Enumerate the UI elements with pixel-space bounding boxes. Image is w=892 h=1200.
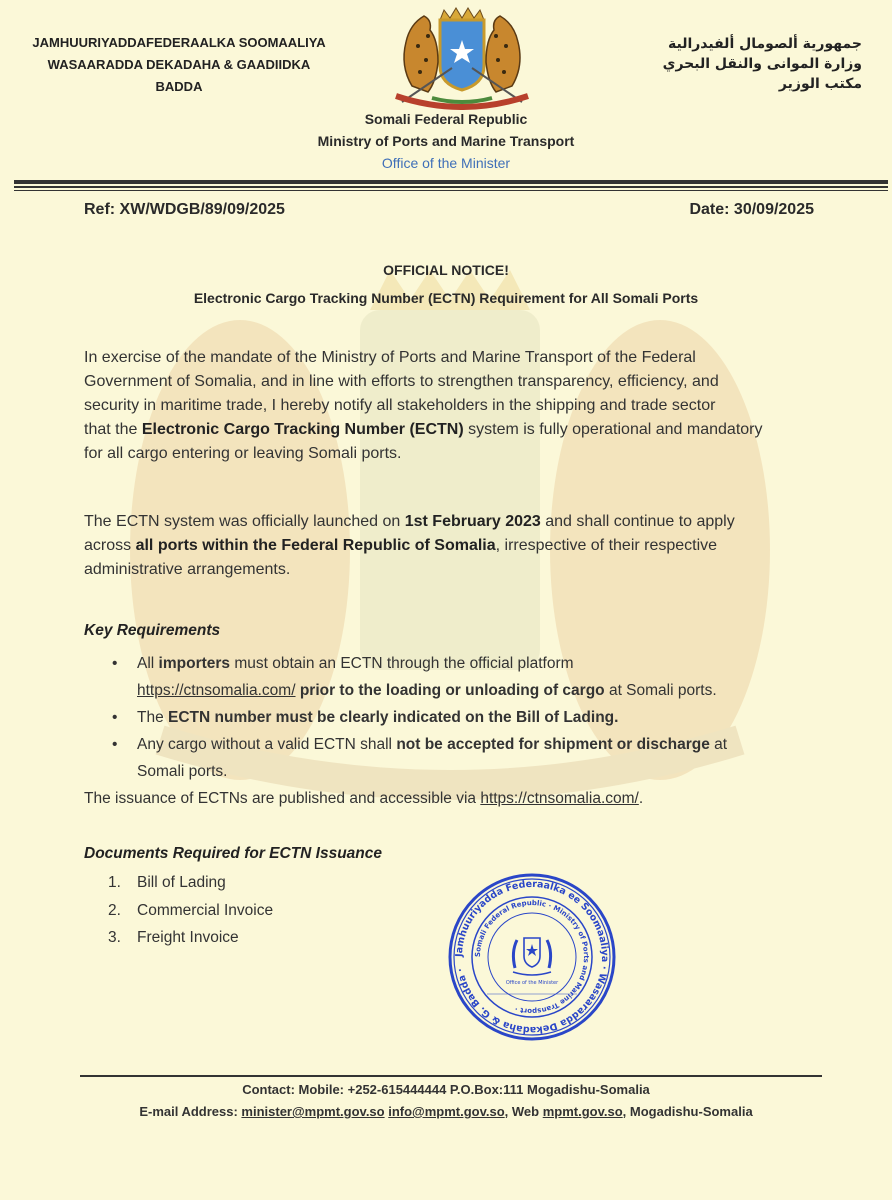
- intro-paragraph: [84, 346, 820, 466]
- official-stamp: [447, 872, 617, 1042]
- key-requirements-list: [110, 650, 810, 785]
- notice-subtitle: Electronic Cargo Tracking Number (ECTN) Requirement for All Somali Ports: [193, 290, 699, 306]
- header-somali-text: [14, 32, 344, 98]
- issuance-line: The issuance of ECTNs are published and accessible via https://ctnsomalia.com/.: [84, 790, 644, 807]
- minister-email-link[interactable]: minister@mpmt.gov.so: [241, 1104, 385, 1119]
- reference-number: Ref: XW/WDGB/89/09/2025: [84, 201, 285, 218]
- svg-text:Somali Federal Republic · Mini: Somali Federal Republic · Ministry of Ports and Marine Transport ·: [473, 898, 591, 1016]
- list-item: 3. Freight Invoice: [108, 929, 239, 946]
- header-left-line: BADDA: [155, 79, 203, 94]
- footer-contact: Contact: Mobile: +252-615444444 P.O.Box:111 Mogadishu-Somalia: [242, 1082, 650, 1097]
- paragraph-line: The ECTN system was officially launched on 1st February 2023 and shall continue to apply: [84, 513, 735, 530]
- bullet-icon: •: [112, 655, 118, 672]
- key-requirements-heading: Key Requirements: [84, 622, 221, 639]
- paragraph-line: that the Electronic Cargo Tracking Number (ECTN) system is fully operational and mandatory: [84, 421, 763, 438]
- website-link[interactable]: mpmt.gov.so: [542, 1104, 623, 1119]
- list-item: • Any cargo without a valid ECTN shall not be accepted for shipment or discharge at Somali ports.: [110, 731, 810, 785]
- list-item: • The ECTN number must be clearly indicated on the Bill of Lading.: [110, 704, 810, 731]
- header-right-line: مكتب الوزير: [778, 76, 862, 92]
- documents-list: [108, 869, 273, 952]
- launch-paragraph: [84, 510, 820, 582]
- office-of-minister: Office of the Minister: [381, 155, 511, 171]
- bullet-icon: •: [112, 709, 118, 726]
- bullet-icon: •: [112, 736, 118, 753]
- info-email-link[interactable]: info@mpmt.gov.so: [388, 1104, 505, 1119]
- list-item: 1. Bill of Lading: [108, 874, 226, 891]
- paragraph-line: In exercise of the mandate of the Ministry of Ports and Marine Transport of the Federal: [84, 349, 696, 366]
- header-rule-thin: [14, 190, 888, 191]
- header-right-line: جمهورية ألصومال ألفيدرالية: [667, 36, 862, 52]
- paragraph-line: administrative arrangements.: [84, 561, 291, 578]
- header-arabic-text: [612, 34, 862, 94]
- header-rule-middle: [14, 186, 888, 188]
- header-right-line: وزارة الموانى والنقل البحري: [662, 56, 862, 72]
- svg-text:Office of the Minister: Office of the Minister: [505, 980, 559, 986]
- coat-of-arms-emblem: [382, 6, 542, 110]
- list-item: 2. Commercial Invoice: [108, 901, 274, 919]
- svg-text:Jamhuuriyadda Federaalka ee So: Jamhuuriyadda Federaalka ee Soomaaliya · Wasaaradda Dekadaha & G. Badda ·: [453, 878, 611, 1036]
- paragraph-line: Government of Somalia, and in line with efforts to strengthen transparency, efficiency, and: [84, 373, 719, 390]
- ctn-issuance-link[interactable]: https://ctnsomalia.com/: [480, 790, 639, 807]
- header-center-line: Somali Federal Republic: [364, 111, 528, 127]
- list-item: • All importers must obtain an ECTN through the official platform https://ctnsomalia.com/ prior to the loading or unloading of cargo at Somali ports.: [110, 650, 810, 704]
- ctn-platform-link[interactable]: https://ctnsomalia.com/: [137, 682, 296, 699]
- header-center-line: Ministry of Ports and Marine Transport: [317, 133, 575, 149]
- paragraph-line: across all ports within the Federal Republic of Somalia, irrespective of their respective: [84, 537, 718, 554]
- header-rule-thick: [14, 180, 888, 184]
- documents-heading: Documents Required for ECTN Issuance: [84, 845, 383, 862]
- header-left-line: JAMHUURIYADDAFEDERAALKA SOOMAALIYA: [32, 35, 326, 50]
- footer-email-line: E-mail Address: minister@mpmt.gov.so info@mpmt.gov.so, Web mpmt.gov.so, Mogadishu-Somalia: [139, 1104, 753, 1119]
- header-english-text: [240, 108, 652, 174]
- notice-date: Date: 30/09/2025: [689, 201, 814, 218]
- notice-title: OFFICIAL NOTICE!: [383, 262, 509, 278]
- header-left-line: WASAARADDA DEKADAHA & GAADIIDKA: [47, 57, 311, 72]
- reference-line: [84, 201, 814, 219]
- footer-rule: [80, 1075, 822, 1077]
- paragraph-line: for all cargo entering or leaving Somali ports.: [84, 445, 402, 462]
- paragraph-line: security in maritime trade, I hereby notify all stakeholders in the shipping and trade sector: [84, 397, 716, 414]
